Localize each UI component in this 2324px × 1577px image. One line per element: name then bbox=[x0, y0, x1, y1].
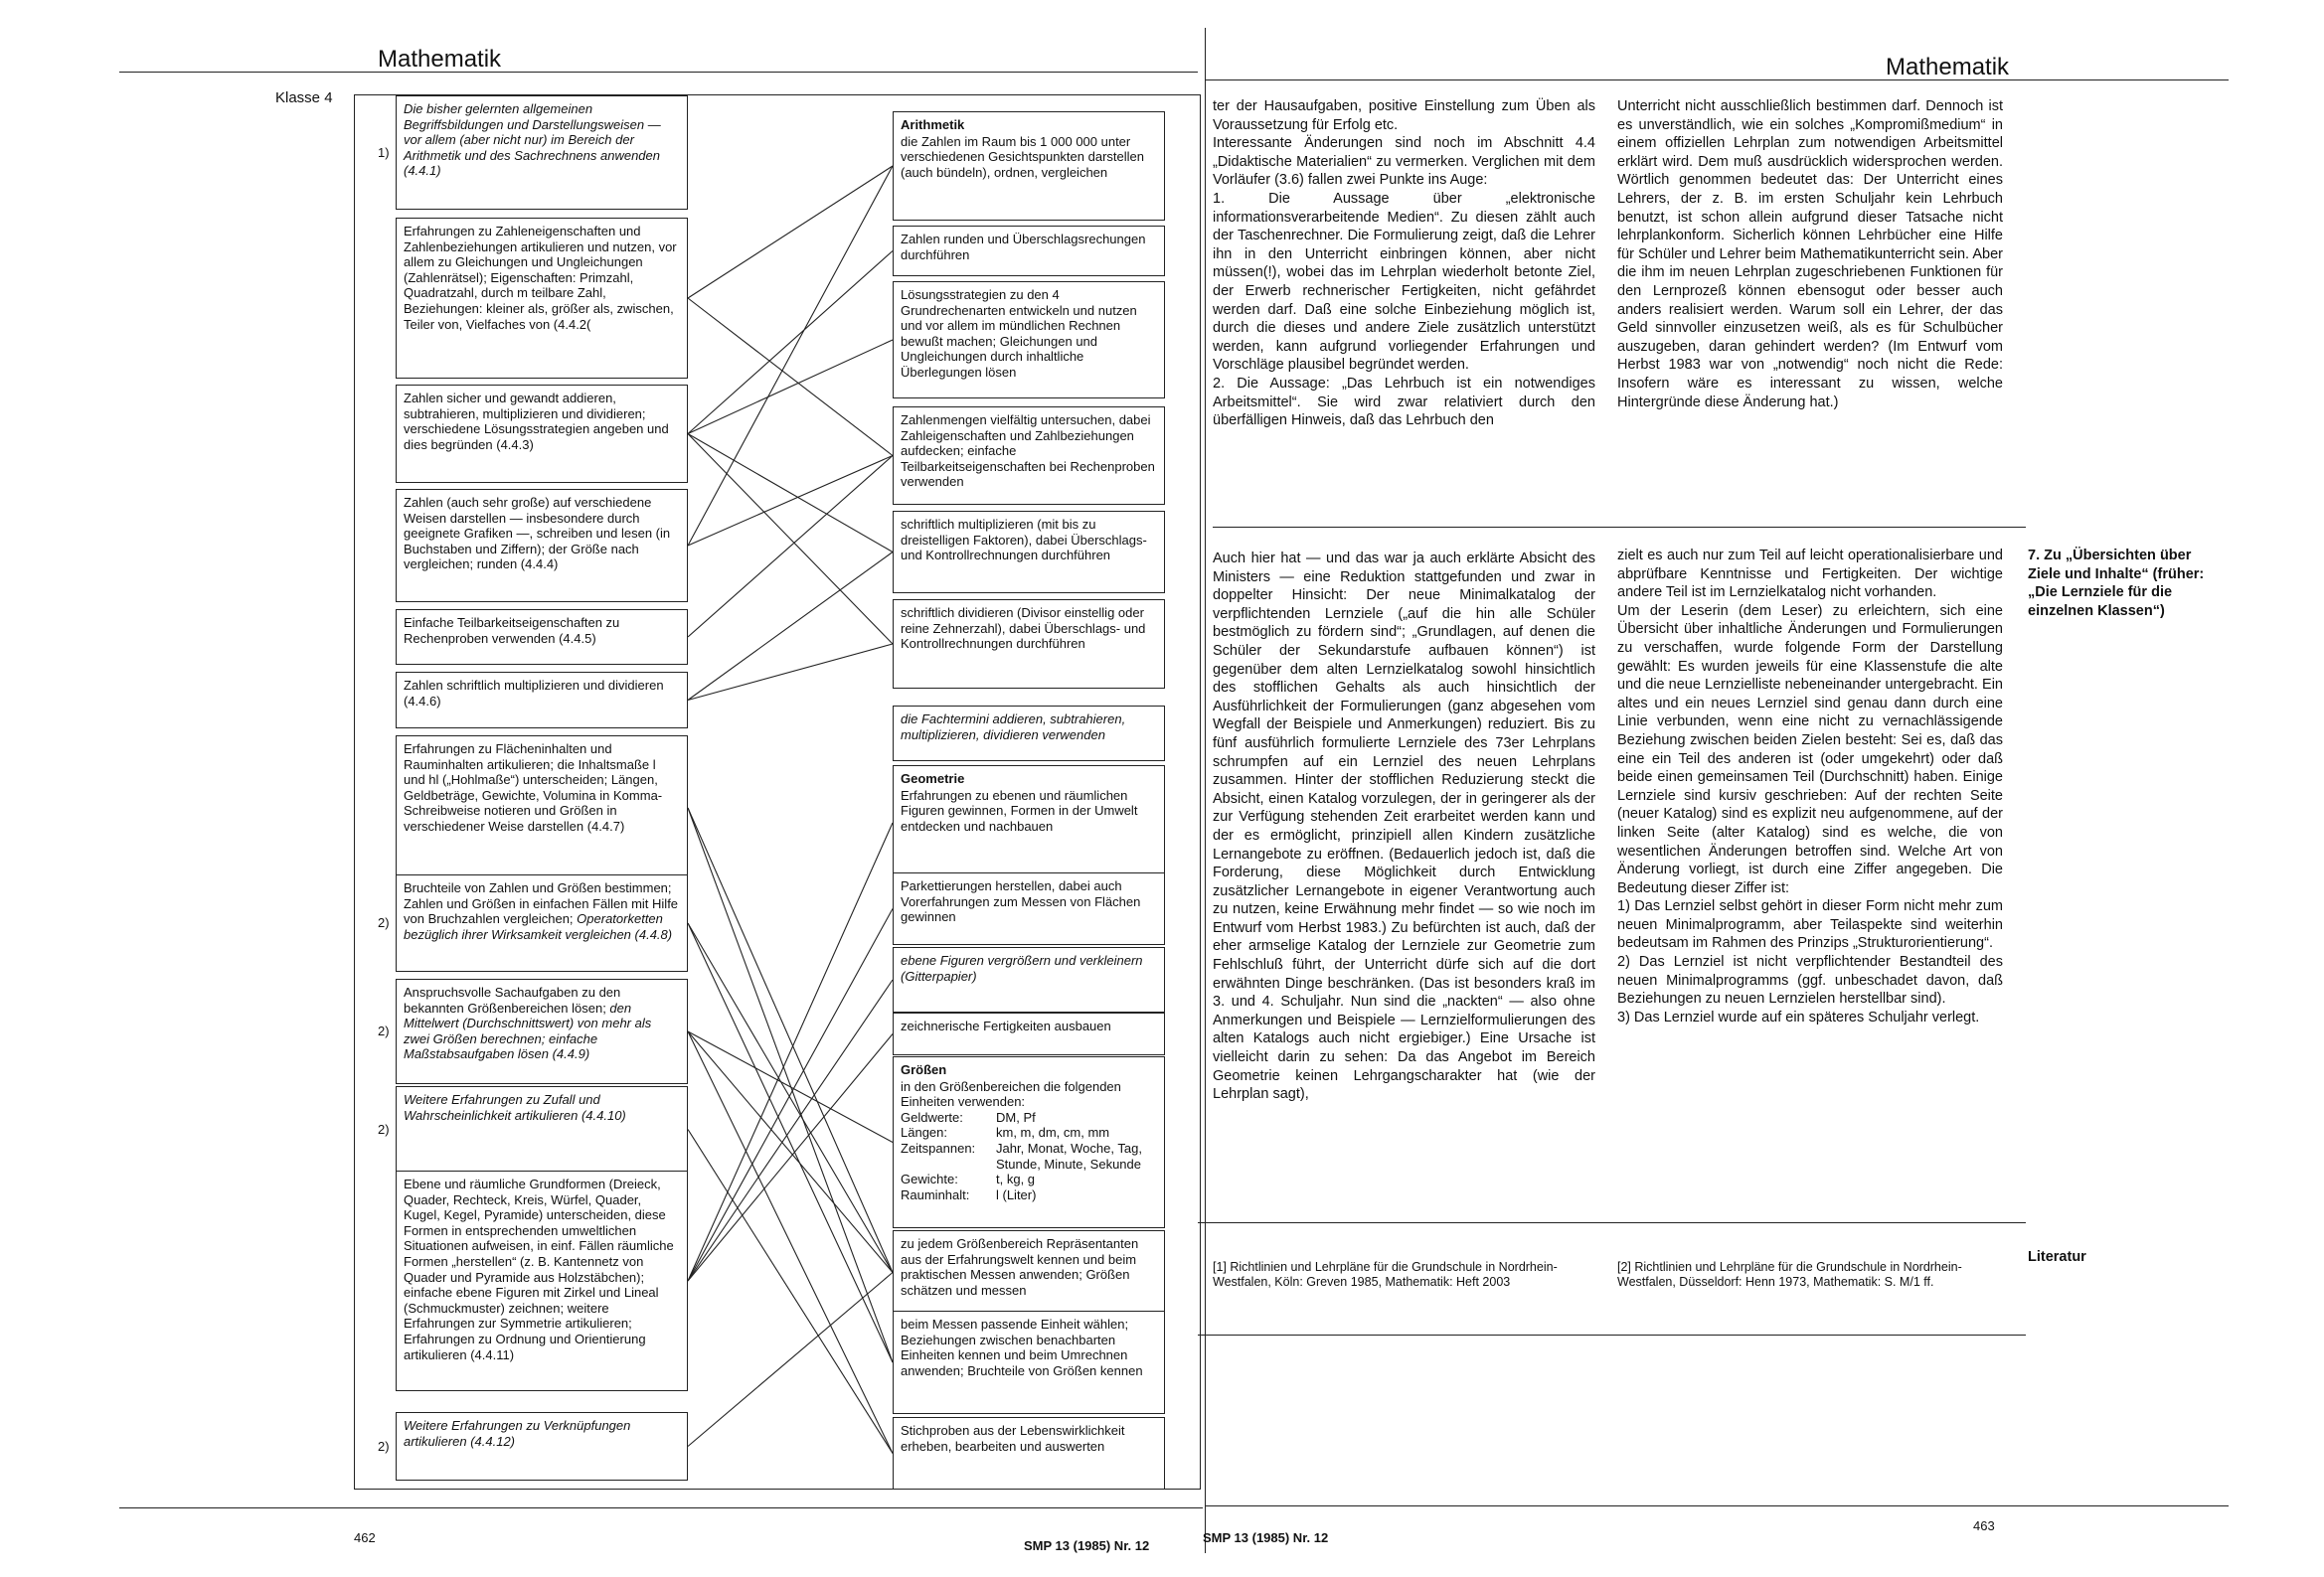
unit-value: l (Liter) bbox=[996, 1186, 1037, 1202]
old-goal-text: Weitere Erfahrungen zu Verknüpfungen artikulieren (4.4.12) bbox=[404, 1418, 631, 1449]
goal-connection-line bbox=[688, 923, 893, 1273]
left-footer-rule bbox=[119, 1507, 1203, 1508]
new-goal-box bbox=[893, 872, 1165, 945]
new-goal-section-title: Arithmetik bbox=[901, 117, 965, 132]
mid-column-2 bbox=[1617, 547, 2003, 1026]
paragraph: 3) Das Lernziel wurde auf ein späteres Schuljahr verlegt. bbox=[1617, 1009, 1980, 1025]
new-goal-section-title: Geometrie bbox=[901, 771, 965, 786]
paragraph: 1) Das Lernziel selbst gehört in dieser Form nicht mehr zum neuen Minimalprogramm, aber Teilaspekte sind weiterhin bedeutsam im Rahmen des Prinzips „Strukturorientierung“. bbox=[1617, 898, 2003, 952]
literature-heading: Literatur bbox=[2028, 1249, 2086, 1265]
change-marker: 1) bbox=[378, 144, 390, 160]
new-goal-text: Erfahrungen zu ebenen und räumlichen Figuren gewinnen, Formen in der Umwelt entdecken und nachbauen bbox=[901, 787, 1138, 834]
paragraph: 1. Die Aussage über „elektronische informationsverarbeitende Medien“. Zu diesen zählt auch der Taschenrechner. Die Formulierung zeigt, daß die Lehrer ihn in den Unterricht einbringen können, aber nicht müssen(!), wobei das im Lehrplan wiederholt betonte Ziel, der Erwerb rechnerischer Fertigkeiten, nicht gefährdet werden darf. Daß eine solche Einbeziehung möglich ist, durch die dieses und andere Ziele zusätzlich unterstützt werden, kann aufgrund vorliegender Erfahrungen und Vorschläge plausibel begründet werden. bbox=[1213, 190, 1595, 374]
paragraph: Unterricht nicht ausschließlich bestimmen darf. Dennoch ist es unverständlich, wie ein solches „Kompromißmedium“ in einem offiziellen Lehrplan zum notwendigen Arbeitsmittel erklärt wird. Dem muß ausdrücklich widersprochen werden. Wörtlich genommen bedeutet das: Der Unterricht eines Lehrers, der z. B. im ersten Schuljahr kein Lehrbuch benutzt, ist schon allein aufgrund dieser Tatsache nicht lehrplankonform. Sicherlich können Lehrbücher eine Hilfe für Schüler und Lehrer beim Mathematikunterricht sein. Aber die ihm im neuen Lehrplan zugeschriebenen Funktionen für den Lernprozeß können ebensogut oder besser auch anders realisiert werden. Warum soll ein Lehrer, der das Geld sinnvoller einzusetzen weiß, als es für Schulbücher auszugeben, daran gehindert werden? (Im Entwurf vom Herbst 1983 war von „notwendig“ noch nicht die Rede: Insofern wäre es interessant zu wissen, welche Hintergründe diese Änderung hat.) bbox=[1617, 98, 2003, 410]
section-rule bbox=[1213, 527, 2026, 528]
unit-value: km, m, dm, cm, mm bbox=[996, 1125, 1110, 1141]
old-goal-text: Bruchteile von Zahlen und Größen bestimmen; Zahlen und Größen in einfachen Fällen mit Hilfe von Bruchzahlen vergleichen; bbox=[404, 880, 679, 927]
old-goal-text: Erfahrungen zu Flächeninhalten und Rauminhalten artikulieren; die Inhaltsmaße l und hl („Hohlmaße“) unterscheiden; Längen, Geldbeträge, Gewichte, Volumina in Komma-Schreibweise notieren und Größen in verschiedener Weise darstellen (4.4.7) bbox=[404, 741, 663, 834]
old-goal-box bbox=[396, 1171, 688, 1391]
new-goal-box bbox=[893, 1311, 1165, 1414]
new-goal-text: Zahlen runden und Überschlagsrechungen durchführen bbox=[901, 232, 1146, 262]
old-goal-text: Zahlen schriftlich multiplizieren und dividieren (4.4.6) bbox=[404, 678, 664, 709]
unit-value: Jahr, Monat, Woche, Tag, Stunde, Minute, Sekunde bbox=[996, 1140, 1142, 1172]
goal-connection-line bbox=[688, 923, 893, 1362]
goal-connection-line bbox=[688, 1130, 893, 1454]
new-goal-text: zeichnerische Fertigkeiten ausbauen bbox=[901, 1019, 1111, 1033]
old-goal-italic-text: Operatorketten bezüglich ihrer Wirksamkeit vergleichen (4.4.8) bbox=[404, 911, 673, 942]
goal-connection-line bbox=[688, 434, 893, 645]
unit-label: Zeitspannen: bbox=[901, 1140, 976, 1156]
right-footer: SMP 13 (1985) Nr. 12 bbox=[1203, 1530, 1329, 1545]
new-goal-box bbox=[893, 226, 1165, 276]
footnote-rule bbox=[1198, 1222, 2026, 1223]
new-goal-section-title: Größen bbox=[901, 1062, 947, 1077]
paragraph: 2) Das Lernziel ist nicht verpflichtender Bestandteil des neuen Minimalprogramms (ggf. unbeschadet davon, daß Beziehungen zu neuen Lernzielen herstellbar sind). bbox=[1617, 954, 2003, 1008]
unit-value: DM, Pf bbox=[996, 1109, 1036, 1125]
paragraph: Um der Leserin (dem Leser) zu erleichtern, sich eine Übersicht über inhaltliche Änderungen und Formulierungen zu verschaffen, wurde folgende Form der Darstellung gewählt: Es wurden jeweils für eine Klassenstufe die alte und die neue Lernzielliste nebeneinander untergebracht. Ein altes und ein neues Lernziel sind genau dann durch eine Linie verbunden, wenn eine nicht zu vernachlässigende Beziehung zwischen beiden Zielen besteht: Sei es, daß das eine ein Teil des anderen ist (oder umgekehrt) oder daß beide einen gemeinsamen Teil (Durchschnitt) haben. Einige Lernziele sind kursiv geschrieben: Auf der rechten Seite (neuer Katalog) sind es explizit neu aufgenommene, auf der linken Seite (alter Katalog) sind es welche, die von wesentlichen Änderungen betroffen sind. Welche Art von Änderung vorliegt, ist durch eine Ziffer angegeben. Die Bedeutung dieser Ziffer ist: bbox=[1617, 602, 2003, 896]
unit-label: Rauminhalt: bbox=[901, 1186, 970, 1202]
old-goal-box bbox=[396, 1412, 688, 1481]
old-goal-text: Ebene und räumliche Grundformen (Dreieck, Quader, Rechteck, Kreis, Würfel, Quader, Kugel, Kegel, Pyramide) unterscheiden, diese Formen in entsprechenden umweltlichen Situationen aufweisen, in einf. Fällen räumliche Formen „herstellen“ (z. B. Kantennetz von Quader und Pyramide aus Holzstäbchen); einfache ebene Figuren mit Zirkel und Lineal (Schmuckmuster) zeichnen; weitere Erfahrungen zur Symmetrie artikulieren; Erfahrungen zu Ordnung und Orientierung artikulieren (4.4.11) bbox=[404, 1177, 674, 1362]
old-goal-box bbox=[396, 95, 688, 210]
goal-connection-line bbox=[688, 434, 893, 552]
old-goal-text: Zahlen sicher und gewandt addieren, subtrahieren, multiplizieren und dividieren; verschiedene Lösungsstrategien angeben und dies begründen (4.4.3) bbox=[404, 391, 669, 452]
old-goal-box bbox=[396, 672, 688, 728]
goal-connection-line bbox=[688, 644, 893, 701]
new-goal-text: schriftlich dividieren (Divisor einstellig oder reine Zehnerzahl), dabei Überschlags- und Kontrollrechnungen durchführen bbox=[901, 605, 1146, 652]
old-goal-box bbox=[396, 385, 688, 483]
new-goal-text: in den Größenbereichen die folgenden Einheiten verwenden: bbox=[901, 1078, 1121, 1110]
new-goal-box bbox=[893, 1417, 1165, 1490]
unit-label: Geldwerte: bbox=[901, 1109, 963, 1125]
old-goal-box bbox=[396, 735, 688, 880]
footnote-bottom-rule bbox=[1198, 1335, 2026, 1336]
change-marker: 2) bbox=[378, 915, 390, 930]
goal-connection-line bbox=[688, 1031, 893, 1143]
new-goal-box bbox=[893, 406, 1165, 505]
old-goal-box bbox=[396, 979, 688, 1084]
new-goal-text: zu jedem Größenbereich Repräsentanten aus der Erfahrungswelt kennen und beim praktischen Messen anwenden; Größen schätzen und messen bbox=[901, 1236, 1139, 1298]
unit-label: Längen: bbox=[901, 1125, 947, 1141]
unit-value: t, kg, g bbox=[996, 1172, 1036, 1187]
units-table bbox=[901, 1110, 1157, 1203]
old-goal-italic-text: den Mittelwert (Durchschnittswert) von mehr als zwei Größen berechnen; einfache Maßstabsaufgaben lösen (4.4.9) bbox=[404, 1000, 652, 1062]
change-marker: 2) bbox=[378, 1438, 390, 1454]
goal-connection-line bbox=[688, 552, 893, 701]
new-goal-text: Stichproben aus der Lebenswirklichkeit erheben, bearbeiten und auswerten bbox=[901, 1423, 1125, 1454]
goal-connection-line bbox=[688, 456, 893, 638]
old-goal-text: Einfache Teilbarkeitseigenschaften zu Rechenproben verwenden (4.4.5) bbox=[404, 615, 620, 646]
old-goal-box bbox=[396, 489, 688, 602]
right-page-number: 463 bbox=[1973, 1518, 1995, 1533]
old-goal-box bbox=[396, 1086, 688, 1173]
paragraph: zielt es auch nur zum Teil auf leicht operationalisierbare und abprüfbare Kenntnisse und Fertigkeiten. Der wichtige andere Teil ist im Lernzielkatalog nicht vorhanden. bbox=[1617, 548, 2003, 601]
new-goal-text: Zahlenmengen vielfältig untersuchen, dabei Zahleigenschaften und Zahlbeziehungen aufdecken; einfache Teilbarkeitseigenschaften bei Rechenproben verwenden bbox=[901, 412, 1155, 490]
new-goal-text: die Fachtermini addieren, subtrahieren, multiplizieren, dividieren verwenden bbox=[901, 711, 1126, 742]
goal-connection-line bbox=[688, 1034, 893, 1282]
new-goal-box bbox=[893, 111, 1165, 221]
class-label: Klasse 4 bbox=[275, 89, 333, 106]
unit-label: Gewichte: bbox=[901, 1172, 958, 1187]
mid-column-1 bbox=[1213, 550, 1595, 1104]
right-header-rule bbox=[1205, 79, 2229, 80]
top-column-1 bbox=[1213, 97, 1595, 430]
new-goal-box bbox=[893, 1056, 1165, 1228]
new-goal-box bbox=[893, 947, 1165, 1013]
old-goal-box bbox=[396, 218, 688, 379]
footnote-1: [1] Richtlinien und Lehrpläne für die Grundschule in Nordrhein-Westfalen, Köln: Greven 1985, Mathematik: Heft 2003 bbox=[1213, 1260, 1558, 1289]
change-marker: 2) bbox=[378, 1024, 390, 1038]
new-goal-text: beim Messen passende Einheit wählen; Beziehungen zwischen benachbarten Einheiten kennen und beim Umrechnen anwenden; Bruchteile von Größen kennen bbox=[901, 1317, 1143, 1378]
goal-connection-line bbox=[688, 340, 893, 434]
old-goal-text: Die bisher gelernten allgemeinen Begriffsbildungen und Darstellungsweisen — vor allem (aber nicht nur) im Bereich der Arithmetik und des Sachrechnens anwenden (4.4.1) bbox=[404, 101, 661, 179]
paragraph: Auch hier hat — und das war ja auch erklärte Absicht des Ministers — eine Reduktion stattgefunden und zwar in doppelter Hinsicht: Der neue Minimalkatalog der verpflichtenden Lernziele („auf die hin alle Schüler bestmöglich zu fördern sind“; „Grundlagen, auf denen die Schüler der Sekundarstufe aufbauen können“) ist gegenüber dem alten Lernzielkatalog sowohl hinsichtlich des stofflichen Gehalts als auch hinsichtlich der Ausführlichkeit der Formulierungen (ganz abgesehen vom Wegfall der Beispiele und Anmerkungen) reduziert. Bis zu fünf ausführlich formulierte Lernziele des 73er Lehrplans schrumpfen auf ein Lernziel des neuen Lehrplans zusammen. Hinter der stofflichen Reduzierung steckt die Absicht, einen Katalog vorzulegen, der in geringerer als der zur Verfügung stehenden Zeit erarbeitet werden kann und der es ermöglicht, prinzipiell allen Kindern zusätzliche Lernangebote zu eröffnen. (Bedauerlich jedoch ist, daß die Forderung, diese Möglichkeit durch Entwicklung zusätzlicher Lernangebote in eigener Verantwortung auch zu nutzen, keine Erwähnung mehr findet — so wie noch im Entwurf vom Herbst 1983.) Zu befürchten ist auch, daß der eher armselige Katalog der Lernziele zur Geometrie zum Fehlschluß führt, der Unterricht dürfe sich auf die dort erwähnten Dinge beschränken. (Das ist besonders kraß im 3. und 4. Schuljahr. Nun sind die „nackten“ — also ohne Anmerkungen und Beispiele — Lernzielformulierungen des alten Katalogs auch nicht ergiebiger.) Eine Ursache ist vielleicht darin zu sehen: Da das Angebot im Bereich Geometrie keinen Lehrgangscharakter hat (wie der Lehrplan sagt), bbox=[1213, 551, 1595, 1103]
old-goal-text: Anspruchsvolle Sachaufgaben zu den bekannten Größenbereichen lösen; bbox=[404, 985, 621, 1016]
section-heading: 7. Zu „Übersichten über Ziele und Inhalte“ (früher: „Die Lernziele für die einzelnen Klassen“) bbox=[2028, 548, 2205, 619]
old-goal-box bbox=[396, 609, 688, 665]
right-footer-rule bbox=[1205, 1505, 2229, 1506]
goal-connection-line bbox=[688, 298, 893, 456]
new-goal-box bbox=[893, 281, 1165, 398]
new-goal-box bbox=[893, 511, 1165, 593]
old-goal-text: Weitere Erfahrungen zu Zufall und Wahrscheinlichkeit artikulieren (4.4.10) bbox=[404, 1092, 626, 1123]
left-footer: SMP 13 (1985) Nr. 12 bbox=[1024, 1538, 1150, 1553]
new-goal-text: schriftlich multiplizieren (mit bis zu dreistelligen Faktoren), dabei Überschlags- und Kontrollrechnungen durchführen bbox=[901, 517, 1147, 563]
new-goal-box bbox=[893, 1230, 1165, 1315]
paragraph: 2. Die Aussage: „Das Lehrbuch ist ein notwendiges Arbeitsmittel“. Sie wird zwar relativiert durch den überfälligen Hinweis, daß das Lehrbuch den bbox=[1213, 375, 1595, 429]
new-goal-text: Lösungsstrategien zu den 4 Grundrechenarten entwickeln und nutzen und vor allem im mündlichen Rechnen bewußt machen; Gleichungen und Ungleichungen durch inhaltliche Überlegungen lösen bbox=[901, 287, 1137, 380]
left-page-header: Mathematik bbox=[378, 46, 502, 73]
goal-connection-line bbox=[688, 1273, 893, 1447]
new-goal-box bbox=[893, 765, 1165, 880]
change-marker: 2) bbox=[378, 1121, 390, 1137]
top-column-2 bbox=[1617, 97, 2003, 411]
old-goal-text: Zahlen (auch sehr große) auf verschiedene Weisen darstellen — insbesondere durch geeignete Grafiken —, schreiben und lesen (in Buchstaben und Ziffern); der Größe nach vergleichen; runden (4.4.4) bbox=[404, 495, 671, 572]
goal-connection-line bbox=[688, 456, 893, 547]
gutter-line bbox=[1205, 28, 1206, 1553]
old-goal-box bbox=[396, 874, 688, 972]
new-goal-text: die Zahlen im Raum bis 1 000 000 unter verschiedenen Gesichtspunkten darstellen (auch bündeln), ordnen, vergleichen bbox=[901, 133, 1144, 180]
paragraph: Interessante Änderungen sind noch im Abschnitt 4.4 „Didaktische Materialien“ zu vermerken. Verglichen mit dem Vorläufer (3.6) fallen zwei Punkte ins Auge: bbox=[1213, 135, 1595, 189]
goal-connection-line bbox=[688, 808, 893, 1273]
left-page-number: 462 bbox=[354, 1530, 376, 1545]
new-goal-box bbox=[893, 706, 1165, 761]
footnote-2: [2] Richtlinien und Lehrpläne für die Grundschule in Nordrhein-Westfalen, Düsseldorf: Henn 1973, Mathematik: S. M/1 ff. bbox=[1617, 1260, 1962, 1289]
goal-connection-line bbox=[688, 166, 893, 546]
right-page-header: Mathematik bbox=[1886, 54, 2010, 80]
paragraph: ter der Hausaufgaben, positive Einstellung zum Üben als Voraussetzung für Erfolg etc. bbox=[1213, 98, 1595, 133]
new-goal-text: ebene Figuren vergrößern und verkleinern (Gitterpapier) bbox=[901, 953, 1143, 984]
old-goal-text: Erfahrungen zu Zahleneigenschaften und Zahlenbeziehungen artikulieren und nutzen, vor allem zu Gleichungen und Ungleichungen (Zahlenrätsel); Eigenschaften: Primzahl, Quadratzahl, durch m teilbare Zahl, Beziehungen: kleiner als, größer als, zwischen, Teiler von, Vielfaches von (4.4.2( bbox=[404, 224, 677, 332]
new-goal-box bbox=[893, 1013, 1165, 1055]
new-goal-text: Parkettierungen herstellen, dabei auch Vorerfahrungen zum Messen von Flächen gewinnen bbox=[901, 878, 1141, 925]
new-goal-box bbox=[893, 599, 1165, 689]
